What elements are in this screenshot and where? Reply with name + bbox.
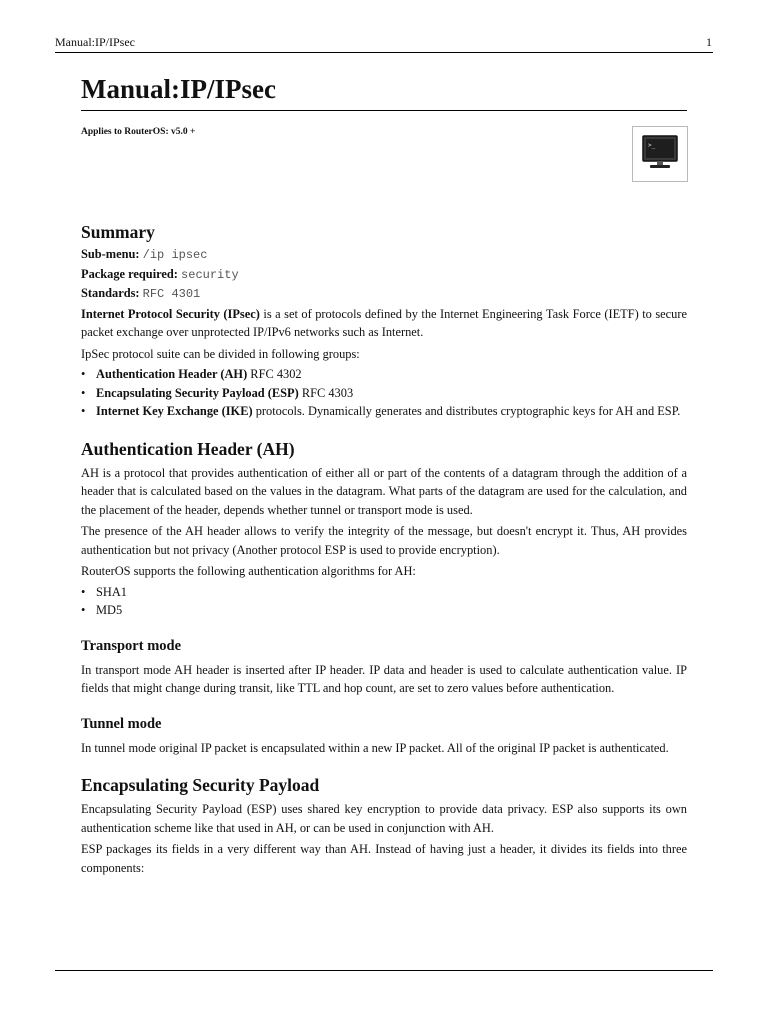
tunnel-paragraph: In tunnel mode original IP packet is encapsulated within a new IP packet. All of the original IP packet is authenticated. — [81, 740, 669, 755]
page-title: Manual:IP/IPsec — [81, 72, 687, 111]
group-desc: RFC 4302 — [247, 367, 302, 381]
page-number: 1 — [706, 35, 712, 49]
submenu-line — [81, 245, 687, 265]
ah-paragraph-1: AH is a protocol that provides authentication of either all or part of the contents of a datagram through the addition of a header that is calculated based on the values in the datagram. What parts of the datagram are used for the calculation, and the placement of the header, depends whether tunnel or transport mode is used. — [81, 465, 687, 517]
transport-heading: Transport mode — [81, 637, 182, 654]
running-header-title: Manual:IP/IPsec — [55, 35, 135, 49]
esp-heading: Encapsulating Security Payload — [81, 775, 320, 795]
group-name: Authentication Header (AH) — [96, 367, 248, 381]
page-content — [81, 72, 687, 877]
running-header — [55, 34, 713, 53]
esp-paragraph-2: ESP packages its fields in a very different way than AH. Instead of having just a header, it divides its fields into three components: — [81, 842, 687, 875]
ah-heading: Authentication Header (AH) — [81, 438, 295, 459]
standards-label: Standards: — [81, 286, 140, 300]
transport-paragraph: In transport mode AH header is inserted after IP header. IP data and header is used to calculate authentication value. IP fields that might change during transit, like TTL and hop count, are set to zero values before authentication. — [81, 662, 687, 695]
list-item — [81, 384, 687, 403]
submenu-label: Sub-menu: — [81, 247, 140, 261]
ah-algorithms-list — [81, 583, 687, 620]
ipsec-intro — [81, 305, 687, 342]
terminal-monitor-icon — [632, 126, 688, 182]
tunnel-heading: Tunnel mode — [81, 715, 162, 732]
ah-paragraph-2: The presence of the AH header allows to verify the integrity of the message, but doesn't encrypt it. Thus, AH provides authentication but not privacy (Another protocol ESP is used to provide encryption). — [81, 524, 687, 557]
standards-line — [81, 284, 687, 304]
groups-intro: IpSec protocol suite can be divided in following groups: — [81, 346, 360, 361]
svg-text:>_: >_ — [648, 142, 656, 149]
list-item — [81, 365, 687, 384]
applies-to: Applies to RouterOS: v5.0 + — [81, 127, 196, 137]
summary-heading: Summary — [81, 222, 155, 242]
group-desc: protocols. Dynamically generates and distributes cryptographic keys for AH and ESP. — [252, 404, 681, 418]
group-name: Internet Key Exchange (IKE) — [96, 404, 253, 418]
groups-list — [81, 365, 687, 421]
package-line — [81, 265, 687, 285]
package-label: Package required: — [81, 266, 178, 281]
ipsec-intro-bold: Internet Protocol Security (IPsec) — [81, 306, 260, 321]
ipsec-intro-rest: is a set of protocols defined by the Internet Engineering Task Force (IETF) to secure packet exchange over unprotected IP/IPv6 networks such as Internet. — [81, 306, 688, 339]
group-name: Encapsulating Security Payload (ESP) — [96, 385, 299, 400]
list-item: • SHA1 — [81, 583, 687, 602]
ah-paragraph-3: RouterOS supports the following authentication algorithms for AH: — [81, 564, 416, 578]
list-item: • MD5 — [81, 601, 687, 620]
group-desc: RFC 4303 — [298, 385, 354, 400]
list-item — [81, 402, 687, 421]
standards-value: RFC 4301 — [142, 287, 201, 301]
submenu-value: /ip ipsec — [142, 248, 208, 262]
footer-rule — [55, 970, 713, 971]
esp-paragraph-1: Encapsulating Security Payload (ESP) uses shared key encryption to provide data privacy. ESP also supports its own authentication scheme like that used in AH, or can be used in conjunction with AH. — [81, 802, 687, 835]
package-value: security — [181, 267, 239, 282]
